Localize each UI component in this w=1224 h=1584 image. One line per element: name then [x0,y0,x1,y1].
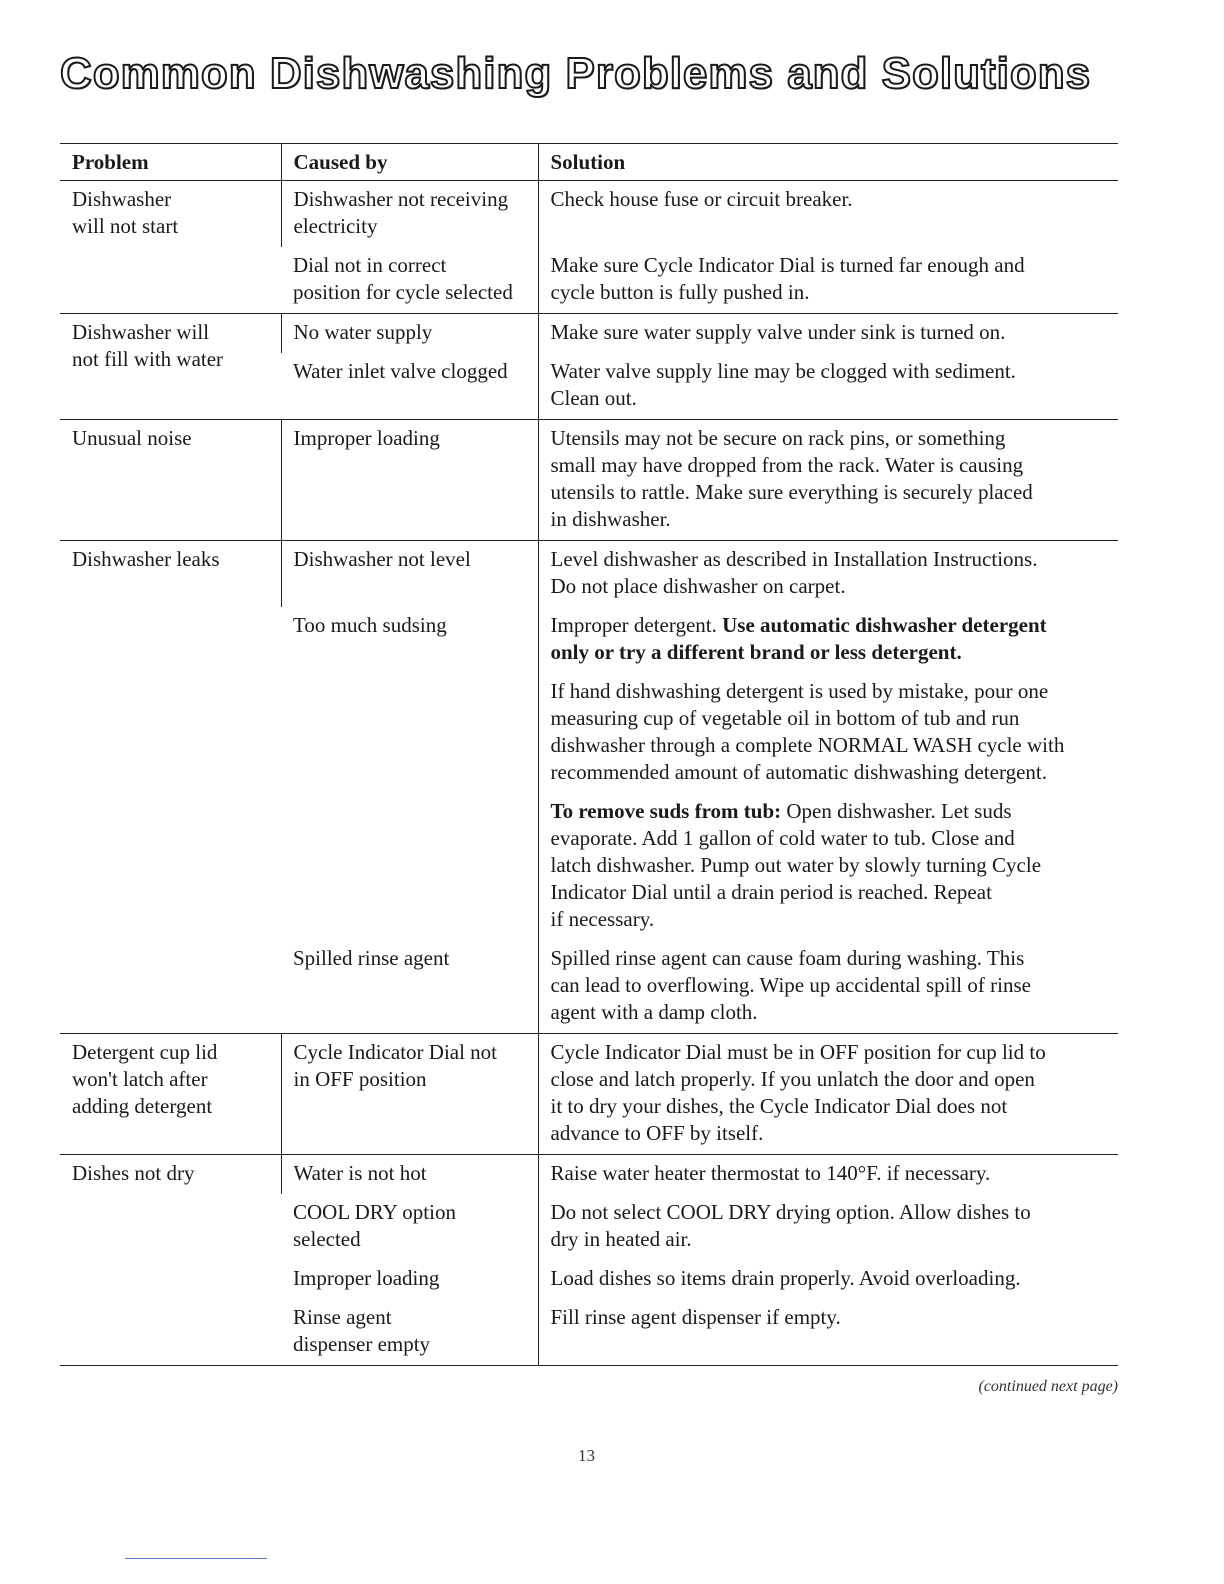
cause-cell [281,181,538,248]
problem-text: Dishes not dry [72,1161,195,1185]
problem-text: Dishwasher leaks [72,547,220,571]
solution-text [551,252,1119,306]
solution-cell [538,1299,1118,1366]
cause-text: Water is not hot [293,1161,427,1185]
problem-cell [60,1034,281,1155]
solution-cell [538,1194,1118,1260]
problem-text: Dishwasher will not start [72,187,179,238]
problem-cell [60,181,281,314]
table-row [60,541,1118,608]
solution-emphasis: Use automatic dishwasher detergent only or try a different brand or less detergent. [550,613,1047,664]
solution-cell [538,353,1118,420]
cause-text: Improper loading [293,1266,440,1290]
table-header-row [60,144,1118,181]
cause-cell [281,1034,538,1155]
solution-cell [538,940,1118,1034]
cause-cell [281,420,538,541]
solution-text [551,1304,1119,1331]
solution-text [551,945,1119,1026]
cause-cell [281,1194,538,1260]
solution-cell [538,314,1118,354]
solution-fragment: Make sure water supply valve under sink is turned on. [550,320,1006,344]
cause-text: Rinse agent dispenser empty [293,1305,431,1356]
problem-text: Detergent cup lid won't latch after adding detergent [72,1040,218,1118]
solution-cell [538,793,1118,940]
table-row [60,181,1118,248]
page-number: 13 [578,1446,595,1465]
cause-text: Dishwasher not level [293,547,471,571]
solution-fragment: Do not select COOL DRY drying option. Allow dishes to dry in heated air. [550,1200,1031,1251]
cause-text: Too much sudsing [293,613,447,637]
cause-cell [281,940,538,1034]
problem-cell [60,420,281,541]
cause-cell [281,793,538,940]
solution-fragment: Improper detergent. [550,613,723,637]
cause-cell [281,1260,538,1299]
cause-cell [281,607,538,673]
cause-cell [281,314,538,354]
page-title: Common Dishwashing Problems and Solutions [60,49,1092,98]
problem-text: Unusual noise [72,426,192,450]
troubleshooting-table [60,143,1118,1366]
problem-text: Dishwasher will not fill with water [72,320,224,371]
table-row [60,314,1118,354]
solution-cell [538,1155,1118,1195]
cause-text: Improper loading [293,426,440,450]
solution-text [551,186,1119,213]
solution-fragment: If hand dishwashing detergent is used by mistake, pour one measuring cup of vegetable oil in bottom of tub and run dishwasher through a complete NORMAL WASH cycle with recommended amount of automatic dishwashing detergent. [550,679,1065,784]
cause-cell [281,353,538,420]
cause-text: Dial not in correct position for cycle selected [293,253,513,304]
cause-cell [281,541,538,608]
table-row [60,1155,1118,1195]
solution-emphasis: To remove suds from tub: [550,799,782,823]
header-caused-by: Caused by [281,144,538,181]
solution-text [551,425,1119,533]
solution-cell [538,247,1118,314]
solution-fragment: Open dishwasher. Let suds evaporate. Add 1 gallon of cold water to tub. Close and latch dishwasher. Pump out water by slowly turning Cycle Indicator Dial until a drain period is reached. Repeat if necessary. [550,799,1042,931]
solution-cell [538,1260,1118,1299]
solution-text [551,1039,1119,1147]
scan-mark-line [125,1558,267,1559]
cause-text: Spilled rinse agent [293,946,450,970]
problem-cell [60,541,281,1034]
solution-text [551,546,1119,600]
solution-cell [538,607,1118,673]
solution-cell [538,420,1118,541]
solution-fragment: Check house fuse or circuit breaker. [550,187,853,211]
solution-fragment: Water valve supply line may be clogged with sediment. Clean out. [550,359,1016,410]
cause-text: COOL DRY option selected [293,1200,456,1251]
continued-note: (continued next page) [978,1378,1118,1395]
cause-cell [281,247,538,314]
solution-fragment: Make sure Cycle Indicator Dial is turned far enough and cycle button is fully pushed in. [550,253,1025,304]
problem-cell [60,1155,281,1366]
solution-fragment: Fill rinse agent dispenser if empty. [550,1305,841,1329]
solution-text [551,678,1119,786]
cause-text: Cycle Indicator Dial not in OFF position [293,1040,498,1091]
header-solution: Solution [538,144,1118,181]
solution-cell [538,1034,1118,1155]
cause-cell [281,1155,538,1195]
table-body [60,181,1118,1366]
solution-fragment: Spilled rinse agent can cause foam during washing. This can lead to overflowing. Wipe up accidental spill of rinse agent with a damp cloth. [550,946,1031,1024]
table-row [60,1034,1118,1155]
cause-cell [281,673,538,793]
solution-fragment: Load dishes so items drain properly. Avoid overloading. [550,1266,1021,1290]
cause-text: No water supply [293,320,433,344]
solution-text [551,1160,1119,1187]
table-row [60,420,1118,541]
solution-cell [538,541,1118,608]
problem-cell [60,314,281,420]
solution-text [551,612,1119,666]
solution-fragment: Cycle Indicator Dial must be in OFF position for cup lid to close and latch properly. If you unlatch the door and open it to dry your dishes, the Cycle Indicator Dial does not advance to OFF by itself. [550,1040,1046,1145]
solution-cell [538,673,1118,793]
solution-text [551,798,1119,933]
cause-text: Water inlet valve clogged [293,359,508,383]
cause-text: Dishwasher not receiving electricity [293,187,509,238]
solution-text [551,1265,1119,1292]
solution-text [551,1199,1119,1253]
solution-fragment: Raise water heater thermostat to 140°F. if necessary. [550,1161,991,1185]
solution-text [551,358,1119,412]
solution-fragment: Level dishwasher as described in Installation Instructions. Do not place dishwasher on carpet. [550,547,1038,598]
solution-cell [538,181,1118,248]
cause-cell [281,1299,538,1366]
solution-fragment: Utensils may not be secure on rack pins, or something small may have dropped from the rack. Water is causing utensils to rattle. Make sure everything is securely placed in dishwasher. [550,426,1033,531]
header-problem: Problem [60,144,281,181]
solution-text [551,319,1119,346]
